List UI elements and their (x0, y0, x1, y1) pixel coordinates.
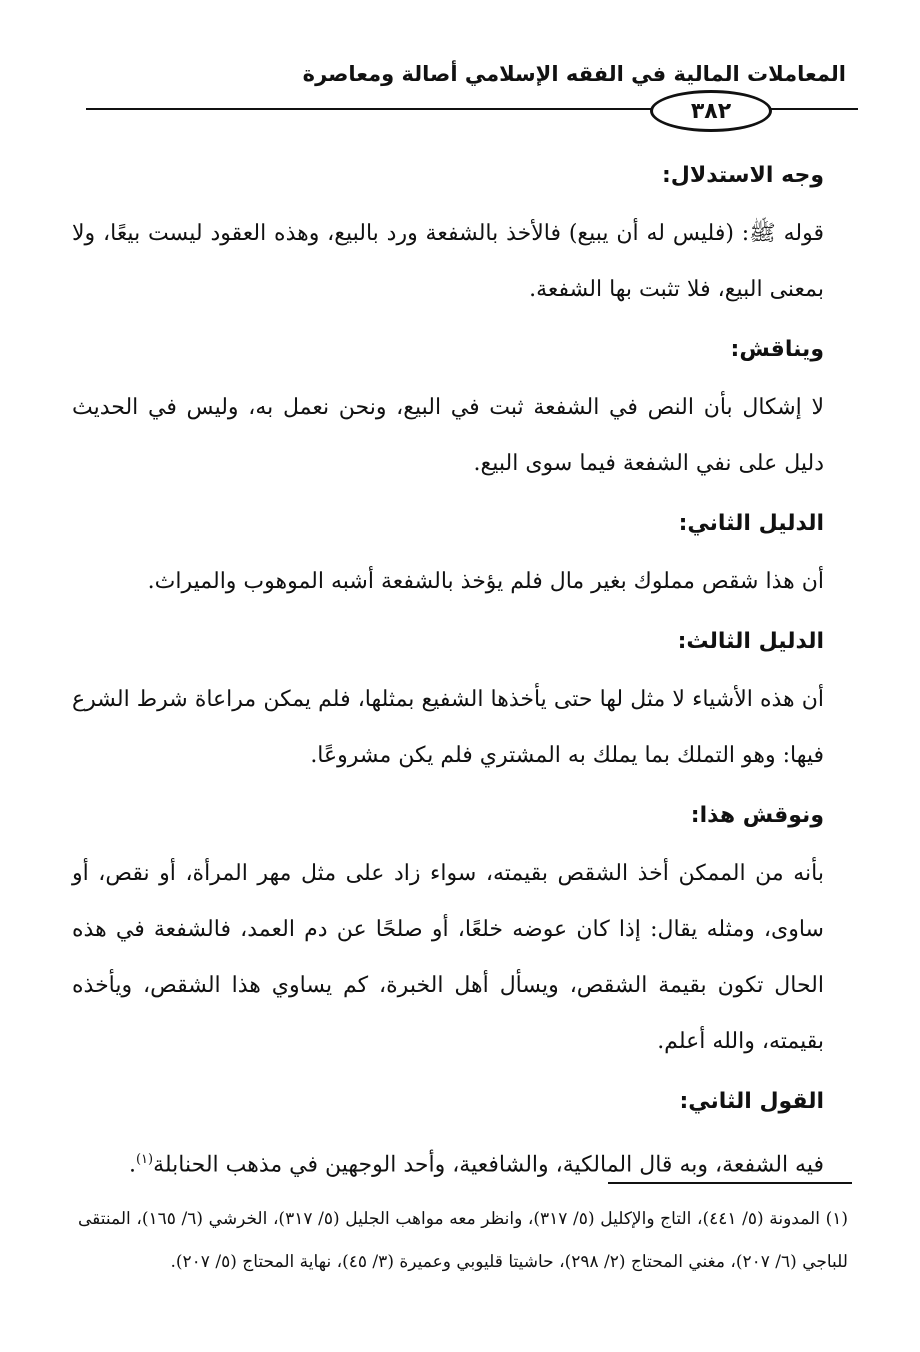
paragraph-6 (72, 1132, 824, 1193)
heading-evidence-aspect: وجه الاستدلال: (661, 163, 824, 188)
page-number-badge (650, 90, 772, 132)
heading-discussion: ويناقش: (730, 337, 824, 362)
page-number: ٣٨٢ (690, 98, 732, 124)
heading-second-opinion: القول الثاني: (679, 1089, 824, 1114)
paragraph-1: قوله ﷺ: (فليس له أن يبيع) فالأخذ بالشفعة ورد بالبيع، وهذه العقود ليست بيعًا، ولا بمعنى البيع، فلا تثبت بها الشفعة. (72, 221, 824, 302)
footnote: (١) المدونة (٥/ ٤٤١)، التاج والإكليل (٥/ ٣١٧)، وانظر معه مواهب الجليل (٥/ ٣١٧)، الخرشي (٦/ ١٦٥)، المنتقى للباجي (٦/ ٢٠٧)، مغني المحتاج (٢/ ٢٩٨)، حاشيتا قليوبي وعميرة (٣/ ٤٥)، نهاية المحتاج (٥/ ٢٠٧). (78, 1209, 848, 1272)
heading-third-evidence: الدليل الثالث: (677, 629, 824, 654)
paragraph-6-text: فيه الشفعة، وبه قال المالكية، والشافعية، وأحد الوجهين في مذهب الحنابلة (153, 1152, 824, 1178)
footnote-reference[interactable]: (١) (135, 1152, 154, 1167)
running-title: المعاملات المالية في الفقه الإسلامي أصالة ومعاصرة (302, 62, 846, 86)
paragraph-3: أن هذا شقص مملوك بغير مال فلم يؤخذ بالشفعة أشبه الموهوب والميراث. (147, 569, 824, 594)
body-text (72, 148, 824, 1193)
heading-rebuttal: ونوقش هذا: (690, 803, 824, 828)
footnote-rule (608, 1182, 852, 1184)
paragraph-4: أن هذه الأشياء لا مثل لها حتى يأخذها الشفيع بمثلها، فلم يمكن مراعاة شرط الشرع فيها: وهو التملك بما يملك به المشتري فلم يكن مشروعًا. (72, 687, 824, 768)
paragraph-6-end: . (128, 1152, 136, 1178)
paragraph-5: بأنه من الممكن أخذ الشقص بقيمته، سواء زاد على مثل مهر المرأة، أو نقص، أو ساوى، ومثله يقال: إذا كان عوضه خلعًا، أو صلحًا عن دم العمد، فالشفعة في هذه الحال تكون بقيمة الشقص، ويسأل أهل الخبرة، كم يساوي هذا الشقص، ويأخذه بقيمته، والله أعلم. (72, 861, 824, 1054)
paragraph-2: لا إشكال بأن النص في الشفعة ثبت في البيع، ونحن نعمل به، وليس في الحديث دليل على نفي الشفعة فيما سوى البيع. (72, 395, 824, 476)
heading-second-evidence: الدليل الثاني: (678, 511, 824, 536)
